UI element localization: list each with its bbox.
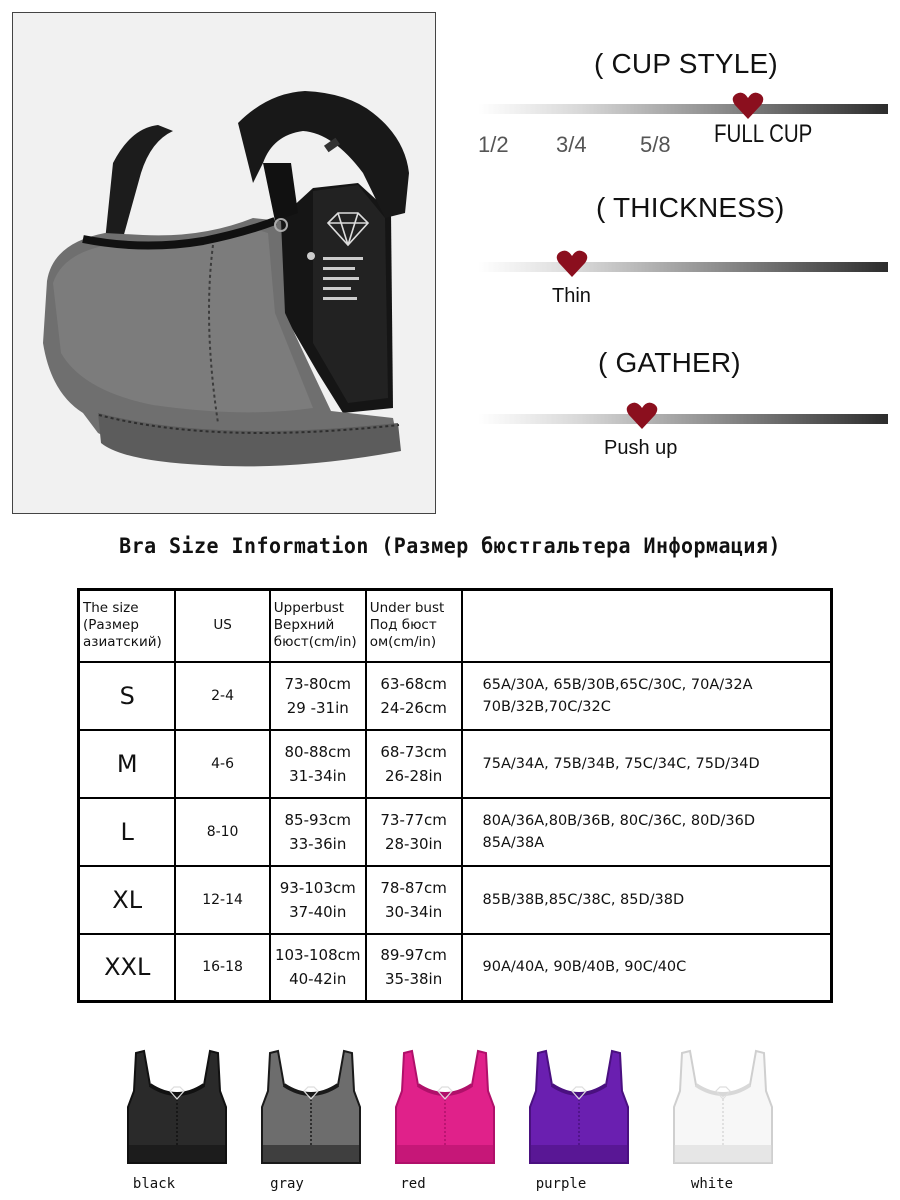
underbust-cm: 63-68cm [380, 674, 447, 693]
upperbust-in: 33-36in [289, 834, 347, 853]
header-size-line: (Размер [83, 617, 139, 634]
upperbust-cell [270, 934, 366, 1002]
equivalents-line: 85A/38A [482, 834, 545, 851]
equivalents-cell [462, 730, 832, 798]
table-row [79, 798, 832, 866]
underbust-in: 35-38in [384, 970, 443, 989]
thickness-value: Thin [552, 285, 591, 307]
upperbust-cm: 103-108cm [274, 946, 361, 965]
underbust-in: 30-34in [384, 902, 443, 921]
equivalents-cell [462, 662, 832, 730]
sports-bra-purple-icon [524, 1045, 634, 1165]
thickness-heart-icon [556, 250, 588, 278]
upperbust-in: 31-34in [289, 766, 347, 785]
underbust-cm: 78-87cm [380, 878, 447, 897]
color-swatch-black[interactable] [122, 1045, 232, 1165]
color-label-black: black [132, 1176, 176, 1192]
header-us-label: US [213, 617, 232, 634]
upperbust-in: 40-42in [289, 970, 347, 989]
sports-bra-black-icon [122, 1045, 232, 1165]
equivalents-line: 70B/32B,70C/32C [482, 698, 611, 715]
cup-style-title: ( CUP STYLE) [594, 48, 778, 79]
us-cell: 2-4 [175, 662, 269, 730]
size-cell: XL [79, 866, 176, 934]
upperbust-cm: 80-88cm [284, 742, 351, 761]
thickness-scale [478, 262, 888, 272]
underbust-in: 26-28in [384, 766, 443, 785]
equivalents-line: 65A/30A, 65B/30B,65C/30C, 70A/32A [482, 676, 753, 693]
table-row [79, 934, 832, 1002]
underbust-cell [366, 934, 462, 1002]
cup-style-heart-icon [732, 92, 764, 120]
color-swatch-purple[interactable] [524, 1045, 634, 1165]
underbust-cell [366, 662, 462, 730]
color-label-gray: gray [270, 1176, 304, 1192]
header-size-line: The size [83, 600, 139, 617]
table-row [79, 866, 832, 934]
product-photo [12, 12, 436, 514]
equivalents-cell [462, 866, 832, 934]
equivalents-line: 85B/38B,85C/38C, 85D/38D [482, 891, 685, 908]
cup-style-option-three-quarter: 3/4 [556, 132, 587, 157]
upperbust-in: 37-40in [289, 902, 347, 921]
gather-value: Push up [604, 437, 678, 459]
cup-style-option-five-eighth: 5/8 [640, 132, 671, 157]
header-upperbust-line: Upperbust [273, 600, 345, 617]
cup-style-option-half: 1/2 [478, 132, 509, 157]
header-upperbust [270, 590, 366, 662]
equivalents-line: 80A/36A,80B/36B, 80C/36C, 80D/36D [482, 812, 756, 829]
sports-bra-illustration [13, 13, 437, 515]
header-us [175, 590, 269, 662]
size-table [77, 588, 833, 1003]
cup-style-option-full-cup: FULL CUP [714, 120, 813, 148]
equivalents-cell [462, 934, 832, 1002]
underbust-cm: 68-73cm [380, 742, 447, 761]
color-label-red: red [400, 1176, 426, 1192]
header-underbust-line: Under bust [369, 600, 445, 617]
table-row [79, 730, 832, 798]
upperbust-cell [270, 866, 366, 934]
header-size [79, 590, 176, 662]
table-row [79, 662, 832, 730]
color-label-purple: purple [535, 1176, 587, 1192]
color-swatch-white[interactable] [668, 1045, 778, 1165]
equivalents-line: 75A/34A, 75B/34B, 75C/34C, 75D/34D [482, 755, 760, 772]
gather-title: ( GATHER) [598, 347, 741, 378]
size-cell: S [79, 662, 176, 730]
sports-bra-red-icon [390, 1045, 500, 1165]
size-cell: L [79, 798, 176, 866]
underbust-cell [366, 730, 462, 798]
header-equivalents [462, 590, 832, 662]
us-cell: 8-10 [175, 798, 269, 866]
underbust-cm: 73-77cm [380, 810, 447, 829]
equivalents-line: 90A/40A, 90B/40B, 90C/40C [482, 959, 687, 976]
header-upperbust-line: бюст(cm/in) [273, 634, 357, 651]
sports-bra-white-icon [668, 1045, 778, 1165]
cup-style-scale [478, 104, 888, 114]
gather-heart-icon [626, 402, 658, 430]
upperbust-in: 29 -31in [286, 698, 349, 717]
us-cell: 16-18 [175, 934, 269, 1002]
upperbust-cm: 93-103cm [279, 878, 356, 897]
header-upperbust-line: Верхний [273, 617, 335, 634]
header-underbust-line: Под бюст [369, 617, 437, 634]
underbust-in: 28-30in [384, 834, 443, 853]
underbust-cell [366, 798, 462, 866]
underbust-cell [366, 866, 462, 934]
underbust-cm: 89-97cm [380, 946, 447, 965]
upperbust-cell [270, 662, 366, 730]
us-cell: 4-6 [175, 730, 269, 798]
upperbust-cm: 73-80cm [284, 674, 351, 693]
thickness-title: ( THICKNESS) [596, 192, 785, 223]
color-label-white: white [690, 1176, 734, 1192]
upperbust-cell [270, 730, 366, 798]
size-cell: XXL [79, 934, 176, 1002]
color-swatch-gray[interactable] [256, 1045, 366, 1165]
size-info-heading: Bra Size Information (Размер бюстгальтера Информация) [119, 534, 781, 558]
header-size-line: азиатский) [83, 634, 162, 651]
upperbust-cm: 85-93cm [284, 810, 351, 829]
sports-bra-gray-icon [256, 1045, 366, 1165]
upperbust-cell [270, 798, 366, 866]
equivalents-cell [462, 798, 832, 866]
color-swatch-red[interactable] [390, 1045, 500, 1165]
size-table-header-row [79, 590, 832, 662]
underbust-in: 24-26cm [380, 698, 447, 717]
size-cell: M [79, 730, 176, 798]
header-underbust-line: ом(cm/in) [369, 634, 437, 651]
header-underbust [366, 590, 462, 662]
gather-scale [478, 414, 888, 424]
us-cell: 12-14 [175, 866, 269, 934]
